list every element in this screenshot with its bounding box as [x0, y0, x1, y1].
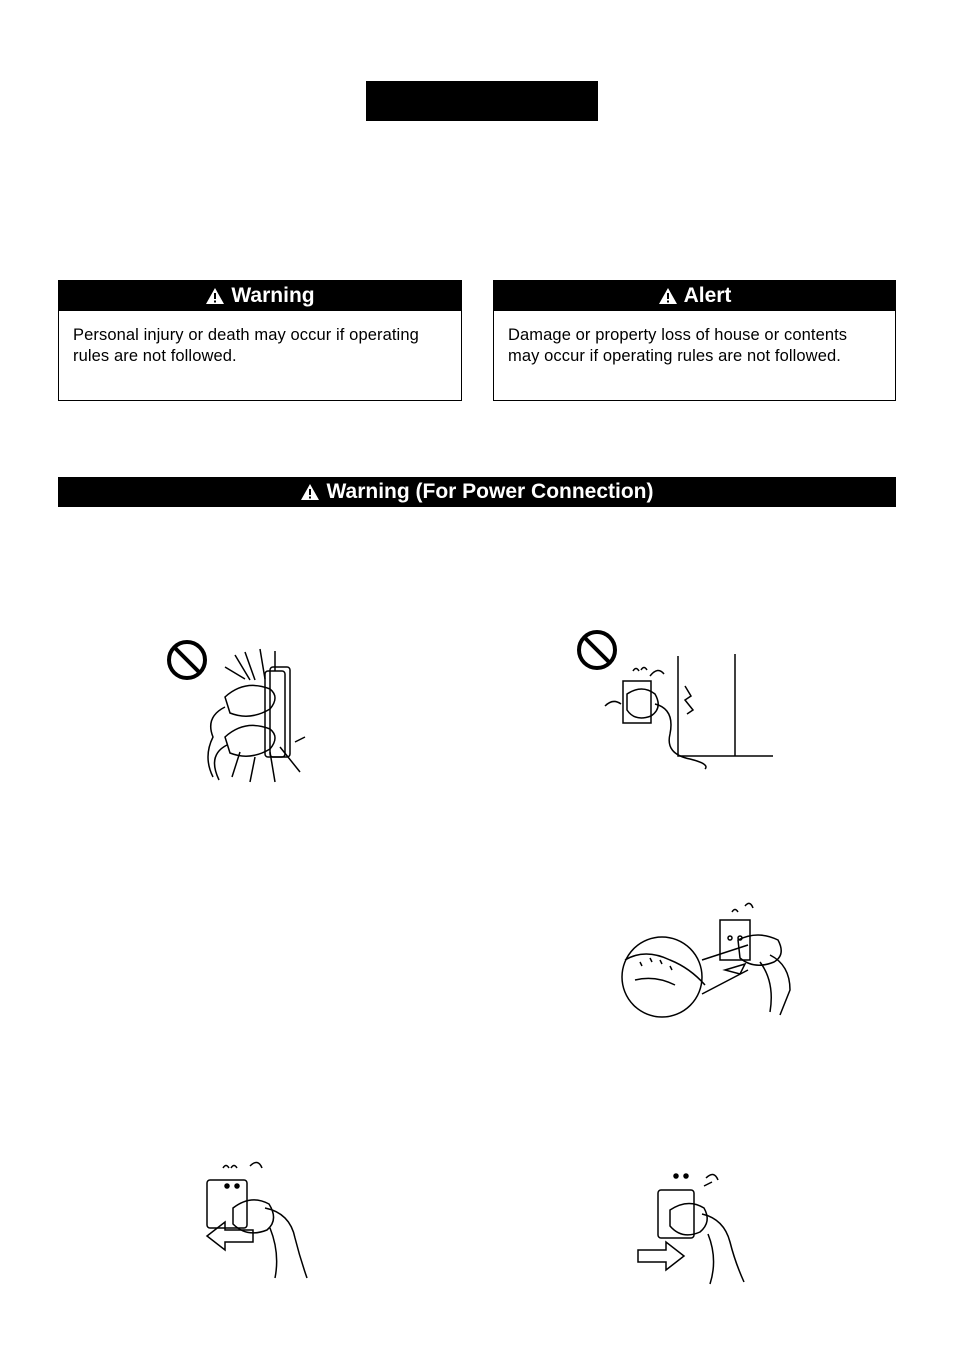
warning-box — [58, 280, 462, 401]
warning-box-title: Warning — [231, 284, 315, 307]
alert-box-title: Alert — [683, 284, 732, 307]
warning-box-text: Personal injury or death may occur if operating rules are not followed. — [73, 326, 419, 365]
alert-box-header — [494, 281, 895, 311]
plug-in-illustration — [636, 1168, 751, 1288]
alert-box-text: Damage or property loss of house or contents may occur if operating rules are not followed. — [508, 326, 848, 365]
alert-box — [493, 280, 896, 401]
wet-hand-illustration — [620, 900, 800, 1015]
warning-box-header — [59, 281, 461, 311]
overloaded-outlet-illustration — [165, 637, 315, 782]
title-bar — [366, 81, 598, 121]
prohibition-icon — [169, 642, 205, 678]
prohibition-icon — [579, 632, 615, 668]
section-header — [58, 477, 896, 507]
warning-triangle-icon — [658, 287, 678, 305]
section-title: Warning (For Power Connection) — [326, 480, 654, 503]
warning-triangle-icon — [205, 287, 225, 305]
pinched-cord-illustration — [575, 626, 780, 776]
unplug-illustration — [195, 1158, 320, 1283]
warning-triangle-icon — [300, 483, 320, 501]
